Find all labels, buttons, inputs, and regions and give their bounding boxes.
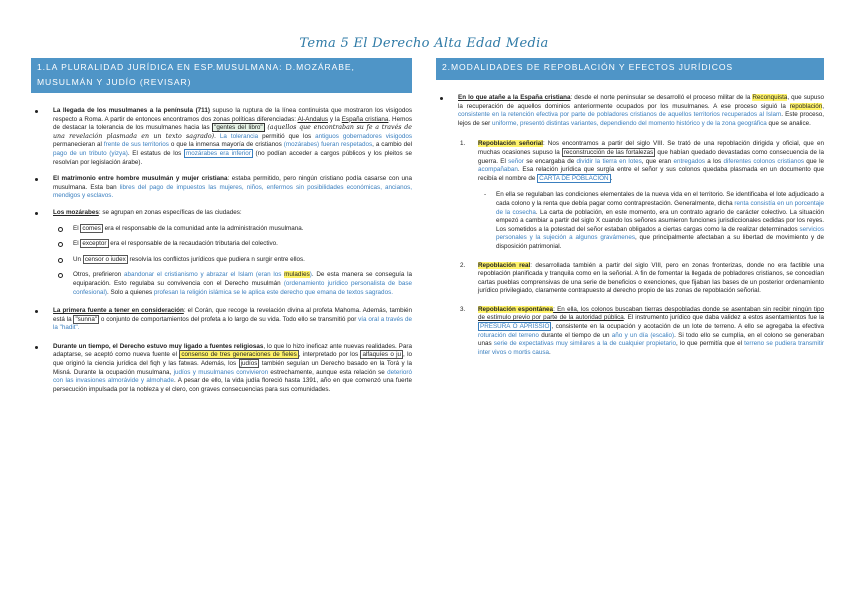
text-blue: consistente en la retención efectiva por parte de pobladores cristianos de aquellos territorios recuperados al Islam (458, 111, 782, 119)
text: también seguían un Derecho basado en la Torá y la Misná. Durante la ocupación musulmana, (53, 360, 412, 376)
text: Un (73, 255, 83, 263)
text: , (822, 102, 824, 110)
text-boxed: exceptor (82, 240, 107, 248)
text-blue: vía oral a través de la "hadit". (53, 315, 412, 332)
numbered-item-espontanea (436, 306, 824, 358)
text-boxed: judíos (240, 360, 258, 368)
list-item-comes (31, 225, 412, 234)
dash-item-carta (436, 191, 824, 251)
text: , a cambio del (372, 141, 412, 149)
text: : desde el norte peninsular se desarrolló el proceso militar de la (570, 94, 753, 101)
text: El (73, 240, 81, 248)
text: permitió que los (258, 132, 316, 140)
text-bold: En lo que atañe a la España cristiana (458, 94, 571, 101)
text: estrechamente, aunque esta relación se (268, 368, 388, 376)
list-item-censor (31, 256, 412, 265)
paragraph-matrimonio (31, 175, 412, 201)
text-boxed-blue: mozárabes era inferior (185, 149, 251, 157)
text-blue: renta consistía en un porcentaje de la cosecha (496, 199, 825, 216)
text: : el Corán, que recoge la revelación divina al profeta Mahoma. Además, también está la (53, 307, 412, 323)
text-boxed-blue: CARTA DE POBLACIÓN (539, 174, 609, 182)
page-title: Tema 5 El Derecho Alta Edad Media (299, 36, 549, 51)
text: que se analice. (766, 119, 811, 127)
text-highlight: repoblación (789, 102, 823, 110)
text-bold: Los mozárabes (53, 208, 99, 216)
text-blue: diferentes colonos cristianos (723, 157, 804, 165)
text: : desarrollada también a partir del siglo VIII, pero en zonas fronterizas, donde no era factible una repoblación planificada y tranquila como en la señorial. A fin de fomentar la llegada de pobladores cristianos, se concedían cartas pueblas comprensivas de una serie de beneficios o exenciones, que fijaban las bases de un posterior ordenamiento jurídico privilegiado, claramente contrapuesto al derecho propio de las zonas de repoblación señorial. (478, 261, 824, 295)
item-number: 1. (460, 140, 466, 148)
text-blue: frente de sus territorios (103, 141, 169, 149)
text: resolvía los conflictos jurídicos que pudiera n surgir entre ellos. (127, 255, 305, 263)
text: era el responsable de la recaudación tributaria del colectivo. (108, 240, 278, 248)
text: (no podían acceder a cargos públicos y los pleitos se resolvían por legislación árabe). (53, 149, 413, 166)
text-highlight: Reconquista (752, 94, 788, 101)
text: permanecieran al (53, 141, 104, 149)
text-bold: El matrimonio entre hombre musulmán y mujer cristiana (53, 175, 228, 183)
text-blue: servicios personales y la sujeción a algunos gravámenes (496, 225, 824, 242)
list-item-muladies (31, 271, 412, 297)
text: , que eran (641, 157, 674, 165)
text-underlined: : En ella, los colonos buscaban tierras despobladas donde se asentaban sin recibir ningún tipo de estímulo previo por parte de la autoridad pública (478, 305, 825, 322)
text-underlined: Al-Andalus (297, 115, 328, 123)
text-blue: dividir la tierra en lotes (576, 157, 642, 165)
text-blue: ) (309, 271, 312, 279)
text-boxed-highlight: consenso de tres generaciones de fieles (181, 351, 297, 359)
text: que habían quedado devastadas como consecuencia de la guerra. El (478, 148, 825, 165)
numbered-item-senorial (436, 140, 824, 183)
text-boxed: comes (82, 224, 101, 232)
text-blue: abandonar el cristianismo y abrazar el Islam (eran los (124, 271, 285, 279)
paragraph-derecho-religioso (31, 343, 412, 395)
text-blue: profesan la religión islámica se le aplica este derecho que emana de textos sagrados. (153, 288, 393, 296)
text-highlight: Repoblación espontánea (478, 305, 554, 313)
text-blue: serie de expectativas muy similares a la de cualquier propietario (493, 340, 677, 348)
text: . El instrumento jurídico que daba validez a estos asentamientos fue la (623, 314, 824, 322)
text: , consistente en la ocupación y acotación de un lote de terreno. A ello se agregaba la efectiva (551, 323, 824, 331)
text: o que la inmensa mayoría de cristianos (168, 141, 284, 149)
text: . Solo a quienes (106, 288, 154, 296)
text-boxed: alfaquíes o ju (362, 351, 402, 359)
numbered-item-real (436, 262, 824, 296)
text: , lo que lo hizo ineficaz ante nuevas realidades. Para adaptarse, se aceptó como nueva fuente el (53, 342, 412, 359)
text: se encargaba de (523, 157, 577, 165)
paragraph-espana-cristiana (436, 94, 824, 128)
text: supuso la ruptura de la línea continuista que mostraron los visigodos respecto a Roma. A partir de entonces encontramos dos zonas políticas diferenciadas: (53, 107, 412, 123)
text: Otros, prefirieron (73, 271, 124, 279)
text: era el responsable de la comunidad ante la administración musulmana. (102, 224, 304, 232)
text: a los (704, 157, 724, 165)
text-underlined: España cristiana (341, 115, 389, 123)
text: . (610, 174, 613, 182)
text-blue: uniforme, presentó distintas variantes, dependiendo del momento histórico y de la zona geográfica (491, 119, 767, 127)
text-highlight: Repoblación real (478, 261, 531, 269)
list-item-exceptor (31, 240, 412, 249)
text: . Esa relación jurídica que surgía entre el señor y sus colonos quedaba plasmada en un documento que recibía el nombre de (478, 166, 824, 182)
section-header-right: 2.MODALIDADES DE REPOBLACIÓN Y EFECTOS JURÍDICOS (436, 58, 824, 80)
text: . Hemos de destacar la tolerancia de los musulmanes hacia las (53, 115, 413, 132)
item-number: 3. (460, 305, 466, 313)
text: . (214, 132, 220, 140)
text-blue: (mozárabes) fueran respetados (283, 141, 373, 149)
text-boxed: censor o iudex (84, 255, 126, 263)
text-blue: judíos y musulmanes convivieron (173, 368, 269, 376)
text: , lo que permitía que el (676, 340, 745, 348)
text: . Este proceso, lejos de ser (458, 111, 825, 127)
text-blue: pago de un tributo (yizya) (53, 149, 128, 157)
text-blue: libres del pago de impuestos las mujeres, niños, enfermos sin posibilidades económicas, ancianos, mendigos y esclavos. (53, 183, 412, 200)
text: , que supuso la recuperación de aquellos dominios anteriormente ocupados por los musulmanes. A ese proceso siguió la (458, 94, 825, 110)
text-bold: Durante un tiempo, el Derecho estuvo muy ligado a fuentes religiosas (53, 342, 264, 350)
text-blue: antiguos gobernadores visigodos (315, 132, 413, 140)
text: . La carta de población, en este momento, era un contrato agrario de carácter colectivo. La situación empezó a cambiar a partir del siglo X cuando los señores asumieron funciones jurisdiccionales cedidas por los reyes. Los sometidos a la potestad del señor estaban obligados a ciertas cargas como la de realizar determinados (496, 208, 824, 233)
section-header-left: 1.LA PLURALIDAD JURÍDICA EN ESP.MUSULMANA: D.MOZÁRABE, MUSULMÁN Y JUDÍO (REVISAR) (31, 58, 412, 93)
text: En ella se regulaban las condiciones elementales de la nueva vida en el territorio. Se identificaba el lote adjudicado a cada colono y la renta que debía pagar como contraprestación. Generalmente, dicha (496, 191, 824, 207)
text-blue: roturación del terreno (478, 331, 539, 339)
paragraph-mozarabes (31, 209, 412, 218)
text: , interpretado por los (298, 351, 361, 359)
text-blue: año y un día (escalio) (611, 331, 675, 339)
text-bold: La llegada de los musulmanes a la península (711) (53, 107, 210, 114)
text: . De esta manera se conseguía la equiparación. Esto regulaba su convivencia con el Derecho musulmán (73, 271, 412, 287)
text-bold: La primera fuente a tener en consideración (53, 307, 184, 315)
text-blue: (ordenamiento jurídico personalista de base confesional) (73, 279, 412, 296)
text-blue: acompañaban (478, 166, 518, 174)
text-boxed: reconstrucción de las fortalezas (563, 148, 654, 156)
text: . El estatus de los (127, 149, 184, 157)
text-blue: La tolerancia (219, 132, 259, 140)
text: y la (328, 115, 342, 123)
text: : Nos encontramos a partir del siglo VIII. Se trató de una repoblación dirigida y oficial, que en muchas ocasiones supuso la (478, 140, 824, 156)
left-column (31, 58, 412, 394)
text: , que principalmente afectaban a su libertad de movimiento y de disposición patrimonial. (496, 234, 824, 250)
text-blue: terreno se pudiera transmitir inter vivos o mortis causa (478, 340, 825, 356)
item-number: 2. (460, 261, 466, 269)
text: durante el tiempo de un (538, 331, 612, 339)
text-blue: deterioró con las invasiones almorávide y almohade (53, 368, 413, 385)
paragraph-primera-fuente (31, 307, 412, 333)
text: . A pesar de ello, la vida judía floreció hasta 1391, año en que comenzó una fuerte persecución impulsada por la nobleza y el clero, con graves consecuencias para sus comunidades. (53, 377, 413, 393)
text-blue: entregados (673, 157, 705, 165)
text: . Si todo ello se cumplía, en el colono se generaban unas (478, 331, 824, 348)
text-highlight: Repoblación señorial (478, 140, 543, 148)
text-highlight: muladíes (284, 271, 310, 279)
text-blue: señor (508, 157, 524, 165)
text: El (73, 224, 81, 232)
text-italic: (aquellos que encontraban su fe a través de una revelación plasmada en un texto sagrado) (53, 124, 412, 140)
text-boxed-blue: PRESURA O APRISSIO (480, 323, 550, 331)
text: o conjunto de comportamientos del profeta a lo largo de su vida. Todo ello se transmitió por (99, 315, 359, 323)
text: que le (804, 157, 825, 165)
paragraph-llegada (31, 107, 412, 167)
text-boxed-highlight: "gentes del libro" (214, 124, 263, 132)
text: : se agrupan en zonas específicas de las ciudades: (98, 208, 242, 216)
text: . (549, 348, 551, 356)
text: : estaba permitido, pero ningún cristiano podía casarse con una musulmana. Esta ban (53, 175, 412, 191)
text-boxed: "sunna" (75, 315, 98, 323)
text: , lo que originó la ciencia jurídica del fiqh y las fatwas. Además, los (53, 351, 412, 368)
right-column (436, 58, 824, 357)
